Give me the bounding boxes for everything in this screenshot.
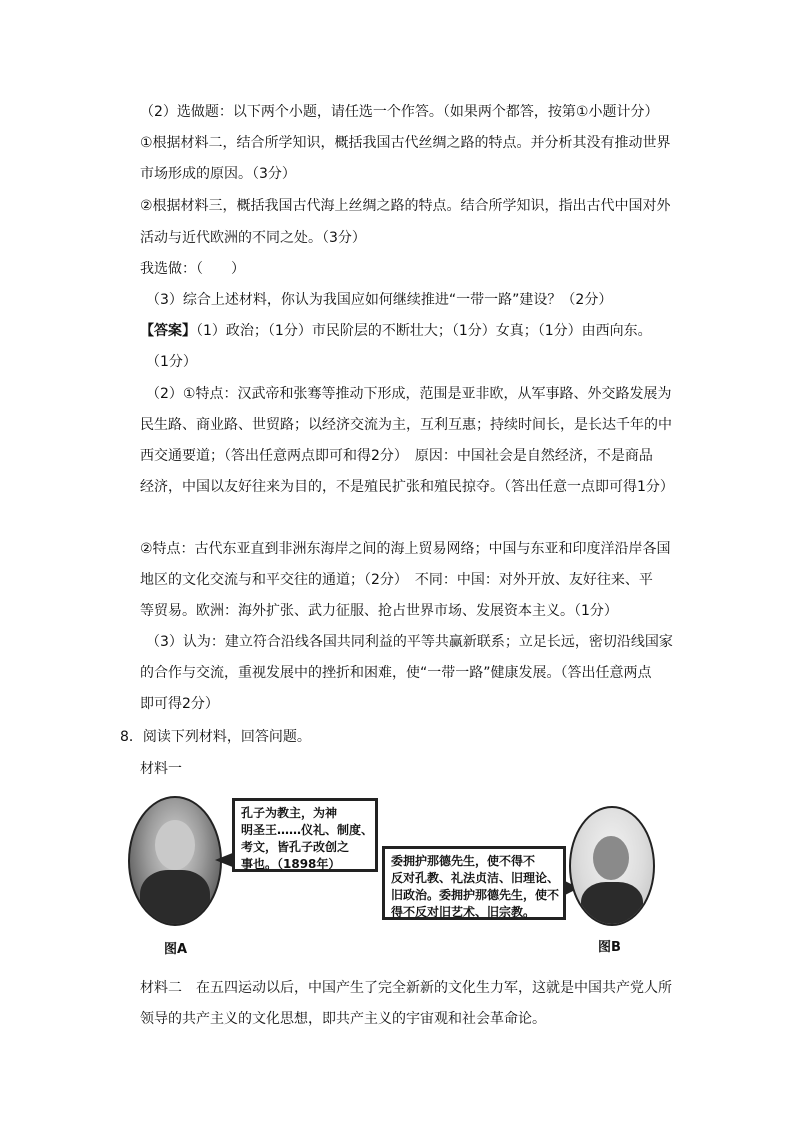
answer-line-10: （3）认为：建立符合沿线各国共同利益的平等共赢新联系；立足长远，密切沿线国家 bbox=[146, 634, 673, 650]
portrait-b-face bbox=[593, 836, 629, 880]
portrait-b-body bbox=[581, 882, 643, 926]
answer-line-6: 经济，中国以友好往来为目的，不是殖民扩张和殖民掠夺。（答出任意一点即可得1分） bbox=[140, 479, 674, 495]
choice-line: 我选做：（ ） bbox=[140, 261, 245, 277]
answer-line-4: 民生路、商业路、世贸路；以经济交流为主，互利互惠；持续时间长，是长达千年的中 bbox=[140, 417, 672, 433]
speech-bubble-b bbox=[382, 846, 566, 920]
answer-line-7: ②特点：古代东亚直到非洲东海岸之间的海上贸易网络；中国与东亚和印度洋沿岸各国 bbox=[140, 541, 671, 557]
bubble-b-line: 旧政治。委拥护那德先生，使不 bbox=[391, 888, 560, 902]
bubble-b-line: 得不反对旧艺术、旧宗教。 bbox=[391, 905, 536, 919]
material-2-line-2: 领导的共产主义的文化思想，即共产主义的宇宙观和社会革命论。 bbox=[140, 1011, 546, 1027]
option-1-text: ①根据材料二，结合所学知识，概括我国古代丝绸之路的特点。并分析其没有推动世界 bbox=[140, 135, 671, 151]
bubble-a-line: 明圣王……仪礼、制度、 bbox=[241, 823, 374, 837]
material-2-line-1: 材料二 在五四运动以后，中国产生了完全新新的文化生力军，这就是中国共产党人所 bbox=[140, 980, 672, 996]
option-2-text-cont: 活动与近代欧洲的不同之处。（3分） bbox=[140, 230, 366, 246]
answer-text-1: （1）政治；（1分）市民阶层的不断壮大；（1分）女真；（1分）由西向东。 bbox=[196, 323, 652, 339]
option-2-text: ②根据材料三，概括我国古代海上丝绸之路的特点。结合所学知识，指出古代中国对外 bbox=[140, 198, 671, 214]
bubble-b-line: 委拥护那德先生，使不得不 bbox=[391, 854, 536, 868]
portrait-a bbox=[128, 796, 222, 926]
answer-line-5: 西交通要道；（答出任意两点即可和得2分） 原因：中国社会是自然经济，不是商品 bbox=[140, 448, 653, 464]
answer-line-8: 地区的文化交流与和平交往的通道；（2分） 不同：中国：对外开放、友好往来、平 bbox=[140, 572, 653, 588]
bubble-a-line: 孔子为教主，为神 bbox=[241, 806, 338, 820]
answer-line-11: 的合作与交流，重视发展中的挫折和困难，使“一带一路”健康发展。（答出任意两点 bbox=[140, 665, 652, 681]
portrait-b bbox=[569, 806, 655, 926]
option-1-text-cont: 市场形成的原因。（3分） bbox=[140, 166, 296, 182]
answer-line-12: 即可得2分） bbox=[140, 696, 219, 712]
bubble-a-line: 事也。（1898年） bbox=[241, 857, 341, 871]
answer-line-2: （1分） bbox=[146, 354, 197, 370]
subquestion-3: （3）综合上述材料，你认为我国应如何继续推进“一带一路”建设？（2分） bbox=[146, 292, 613, 308]
portrait-a-body bbox=[140, 870, 210, 926]
material-1-label: 材料一 bbox=[140, 761, 182, 777]
question-8-heading: 8．阅读下列材料，回答问题。 bbox=[120, 729, 311, 745]
caption-b: 图B bbox=[598, 940, 621, 955]
bubble-a-line: 考文，皆孔子改创之 bbox=[241, 840, 350, 854]
answer-line-9: 等贸易。欧洲：海外扩张、武力征服、抢占世界市场、发展资本主义。（1分） bbox=[140, 603, 618, 619]
answer-line-3: （2）①特点：汉武帝和张骞等推动下形成，范围是亚非欧，从军事路、外交路发展为 bbox=[146, 386, 672, 402]
subquestion-2-heading: （2）选做题：以下两个小题，请任选一个作答。（如果两个都答，按第①小题计分） bbox=[140, 104, 659, 120]
portrait-a-face bbox=[155, 820, 195, 870]
caption-a: 图A bbox=[164, 942, 188, 957]
speech-bubble-a bbox=[232, 798, 378, 872]
bubble-b-line: 反对孔教、礼法贞洁、旧理论、 bbox=[391, 871, 560, 885]
answer-line-1 bbox=[140, 321, 652, 341]
answer-label: 【答案】 bbox=[140, 323, 196, 339]
